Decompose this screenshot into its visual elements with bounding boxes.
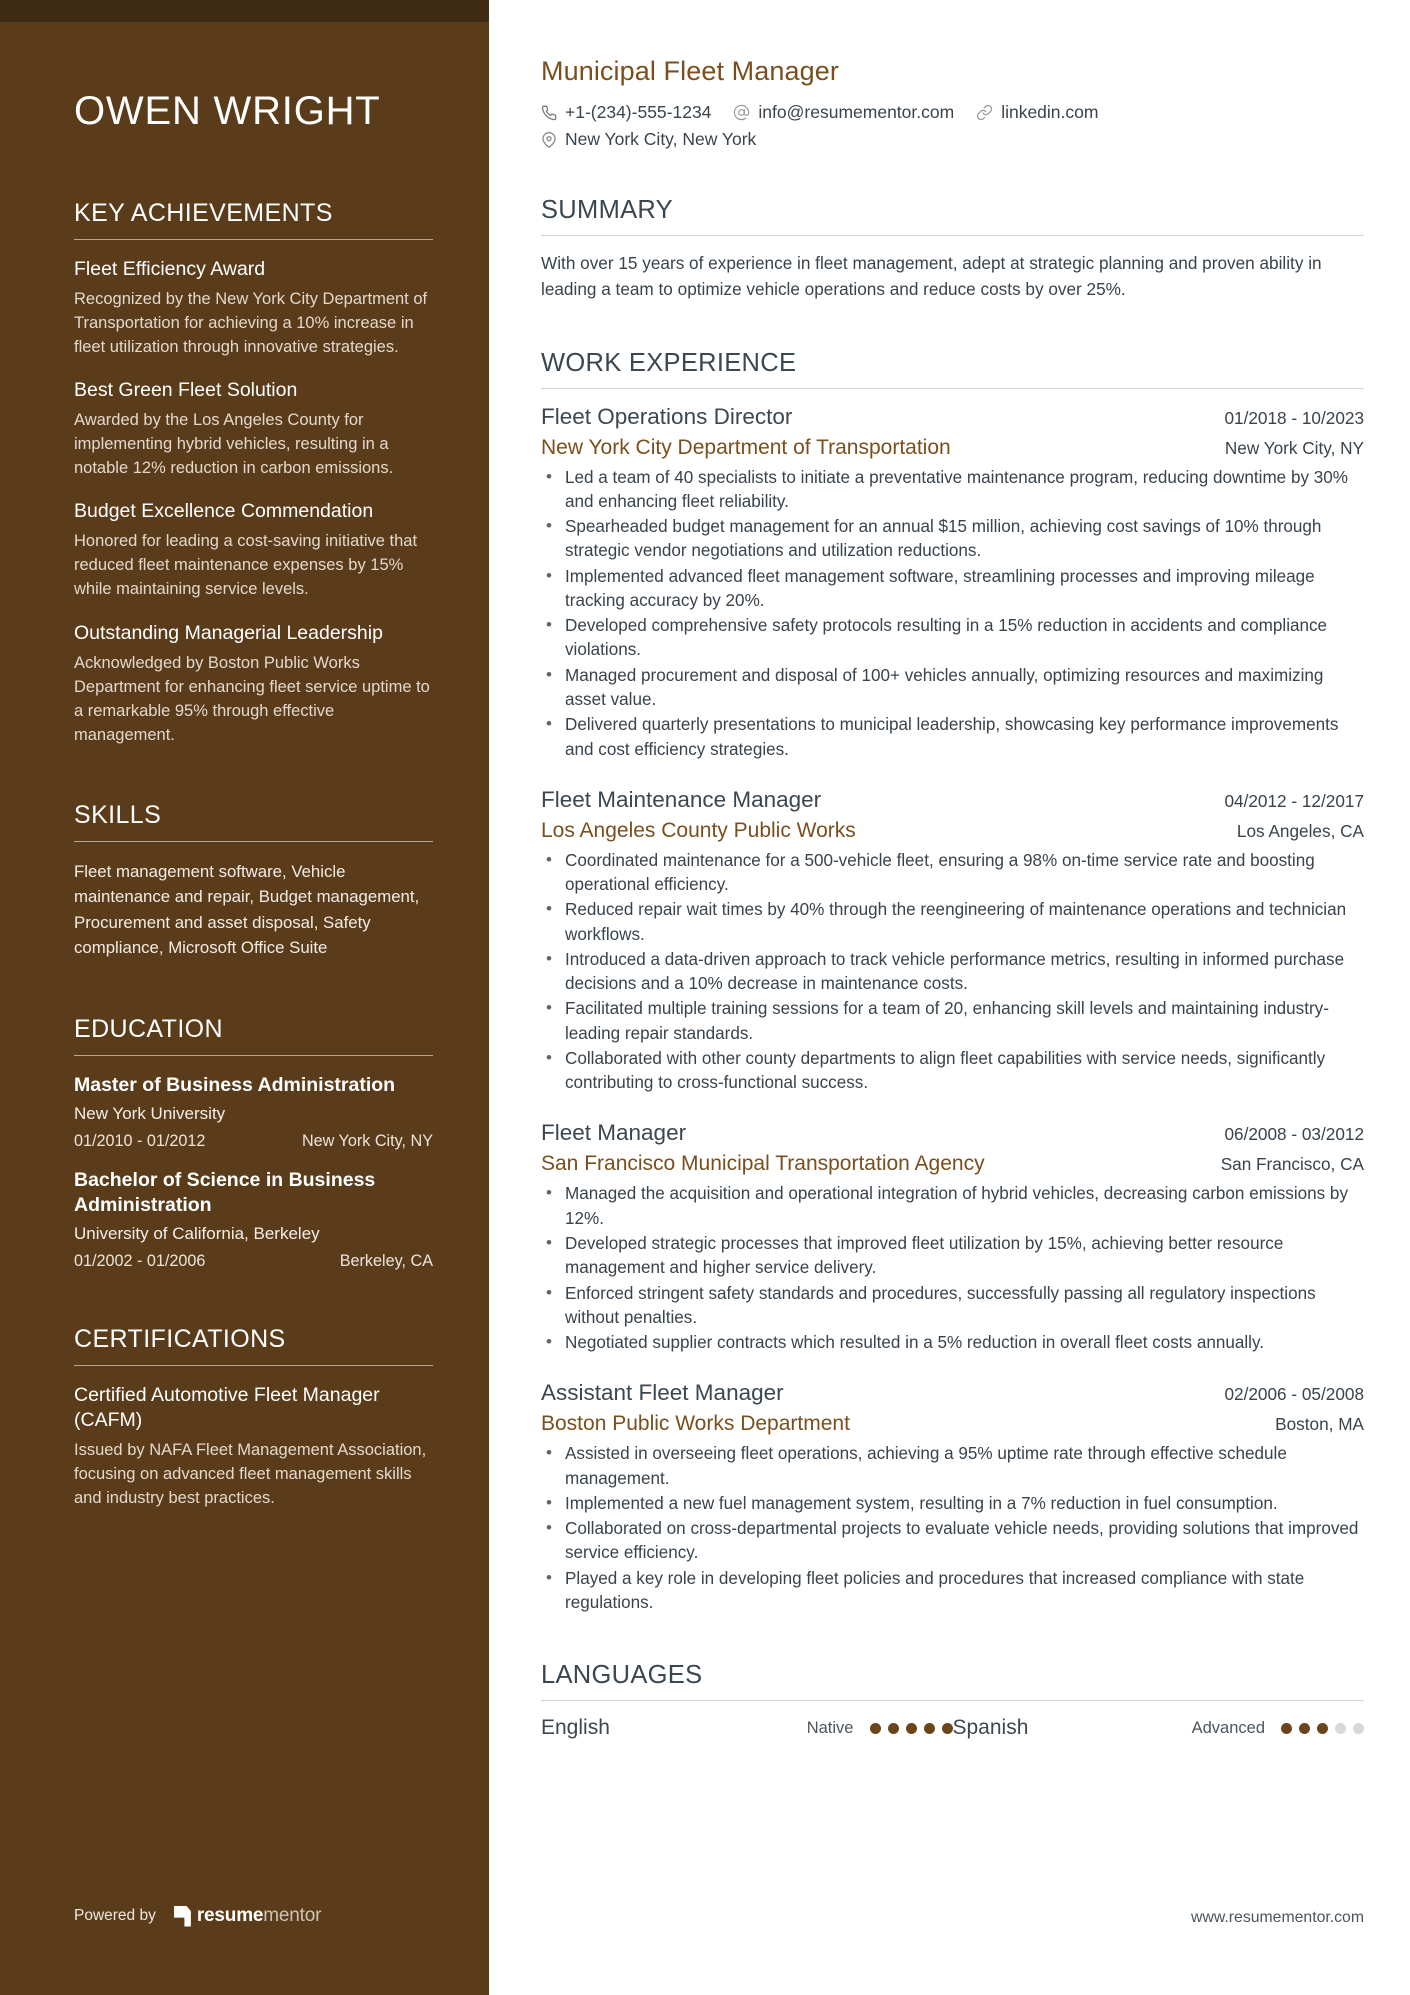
summary-text: With over 15 years of experience in fleet management, adept at strategic planning and proven ability in leading a team to optimize vehicle operations and reduce costs by over 25%.	[541, 253, 1322, 299]
resumementor-mark-icon	[174, 1906, 191, 1927]
resumementor-logo[interactable]	[174, 1905, 321, 1927]
education-degree: Master of Business Administration	[74, 1073, 396, 1096]
rating-dot-filled	[924, 1723, 935, 1734]
contact-link[interactable]	[976, 102, 1098, 123]
job-bullet: • Delivered quarterly presentations to municipal leadership, showcasing key performance improvements and cost efficiency strategies.	[541, 713, 1364, 762]
job-location: San Francisco, CA	[1220, 1154, 1364, 1175]
contact-location-text: New York City, New York	[565, 129, 757, 149]
key-achievements-heading: KEY ACHIEVEMENTS	[74, 199, 333, 227]
achievement-title: Best Green Fleet Solution	[74, 379, 298, 402]
education-meta	[74, 1132, 433, 1151]
divider	[541, 1700, 1364, 1701]
skills-heading: SKILLS	[74, 800, 162, 829]
section-education	[74, 1015, 433, 1271]
job-bullet: • Managed the acquisition and operational integration of hybrid vehicles, decreasing carbon emissions by 12%.	[541, 1182, 1364, 1231]
job-role: Assistant Fleet Manager	[541, 1380, 784, 1406]
education-location: Berkeley, CA	[339, 1252, 433, 1271]
job-bullet: • Assisted in overseeing fleet operations, achieving a 95% uptime rate through effective schedule management.	[541, 1442, 1364, 1491]
job-bullet: • Collaborated on cross-departmental projects to evaluate vehicle needs, providing solutions that improved service efficiency.	[541, 1517, 1364, 1566]
achievement-item	[74, 499, 433, 601]
job-bullet: • Enforced stringent safety standards and procedures, successfully passing all regulatory inspections without penalties.	[541, 1282, 1364, 1331]
language-level: Native	[806, 1718, 854, 1737]
key-achievements-list	[74, 257, 433, 747]
language-rating-dots	[870, 1723, 953, 1734]
job-bullet: • Reduced repair wait times by 40% through the reengineering of maintenance operations and technician workflows.	[541, 898, 1364, 947]
job-bullet: • Led a team of 40 specialists to initiate a preventative maintenance program, reducing downtime by 30% and enhancing fleet reliability.	[541, 466, 1364, 515]
job-bullet: • Developed comprehensive safety protocols resulting in a 15% reduction in accidents and compliance violations.	[541, 614, 1364, 663]
rating-dot-filled	[942, 1723, 953, 1734]
divider	[541, 235, 1364, 236]
candidate-name: OWEN WRIGHT	[74, 89, 381, 133]
job-header	[541, 1120, 1364, 1146]
language-item	[953, 1716, 1365, 1740]
achievement-description: Awarded by the Los Angeles County for implementing hybrid vehicles, resulting in a notable 12% reduction in carbon emissions.	[74, 411, 394, 478]
education-degree: Bachelor of Science in Business Administration	[74, 1169, 376, 1216]
contact-phone[interactable]	[541, 102, 711, 123]
divider	[74, 1365, 433, 1366]
job-location: Boston, MA	[1275, 1414, 1364, 1435]
link-icon	[976, 104, 993, 121]
section-skills	[74, 801, 433, 961]
contact-location	[541, 129, 756, 150]
rating-dot-filled	[1281, 1723, 1292, 1734]
headline-job-title: Municipal Fleet Manager	[541, 56, 839, 86]
education-dates: 01/2002 - 01/2006	[74, 1252, 206, 1271]
at-icon	[733, 104, 750, 121]
language-level: Advanced	[1191, 1718, 1265, 1737]
achievement-item	[74, 621, 433, 747]
contact-row-primary	[541, 102, 1364, 123]
languages-heading: LANGUAGES	[541, 1661, 703, 1690]
rating-dot-empty	[1353, 1723, 1364, 1734]
section-summary	[541, 196, 1364, 303]
job-bullet: • Negotiated supplier contracts which resulted in a 5% reduction in overall fleet costs annually.	[541, 1331, 1364, 1355]
job-bullet-list	[541, 1182, 1364, 1355]
education-school: New York University	[74, 1104, 226, 1124]
job-bullet-list	[541, 1442, 1364, 1615]
rating-dot-filled	[1299, 1723, 1310, 1734]
languages-list	[541, 1716, 1364, 1740]
rating-dot-filled	[870, 1723, 881, 1734]
rating-dot-filled	[888, 1723, 899, 1734]
job-dates: 06/2008 - 03/2012	[1224, 1124, 1364, 1145]
sidebar	[0, 0, 489, 1995]
rating-dot-filled	[1317, 1723, 1328, 1734]
contact-phone-text: +1-(234)-555-1234	[565, 102, 712, 122]
work-experience-item	[541, 1380, 1364, 1615]
education-location: New York City, NY	[301, 1132, 433, 1151]
rating-dot-filled	[906, 1723, 917, 1734]
work-experience-item	[541, 404, 1364, 762]
job-subheader	[541, 1412, 1364, 1436]
language-item	[541, 1716, 953, 1740]
job-header	[541, 787, 1364, 813]
section-key-achievements	[74, 199, 433, 747]
job-subheader	[541, 819, 1364, 843]
job-header	[541, 1380, 1364, 1406]
certification-title: Certified Automotive Fleet Manager (CAFM)	[74, 1384, 380, 1432]
job-bullet: • Managed procurement and disposal of 100+ vehicles annually, optimizing resources and maximizing asset value.	[541, 664, 1364, 713]
language-name: English	[541, 1716, 610, 1740]
footer-website-url: www.resumementor.com	[1191, 1909, 1364, 1926]
job-location: New York City, NY	[1224, 437, 1364, 458]
education-list	[74, 1073, 433, 1271]
education-school: University of California, Berkeley	[74, 1224, 320, 1244]
education-item	[74, 1073, 433, 1151]
job-dates: 04/2012 - 12/2017	[1224, 790, 1364, 811]
sidebar-top-accent-bar	[0, 0, 489, 22]
section-languages	[541, 1661, 1364, 1740]
rating-dot-empty	[1335, 1723, 1346, 1734]
achievement-item	[74, 257, 433, 359]
achievement-title: Budget Excellence Commendation	[74, 500, 374, 523]
job-role: Fleet Manager	[541, 1120, 687, 1146]
job-bullet-list	[541, 849, 1364, 1096]
job-bullet: • Spearheaded budget management for an annual $15 million, achieving cost savings of 10% through strategic vendor negotiations and utilization reductions.	[541, 515, 1364, 564]
powered-by-footer	[74, 1905, 321, 1927]
job-subheader	[541, 1152, 1364, 1176]
education-heading: EDUCATION	[74, 1014, 223, 1043]
contact-row-secondary	[541, 129, 1364, 150]
divider	[541, 388, 1364, 389]
job-organization: San Francisco Municipal Transportation Agency	[541, 1152, 985, 1176]
work-experience-item	[541, 787, 1364, 1096]
achievement-title: Fleet Efficiency Award	[74, 258, 266, 280]
contact-email-text: info@resumementor.com	[758, 102, 955, 122]
achievement-title: Outstanding Managerial Leadership	[74, 621, 383, 644]
job-dates: 02/2006 - 05/2008	[1224, 1384, 1364, 1405]
job-bullet: • Implemented advanced fleet management software, streamlining processes and improving mileage tracking accuracy by 20%.	[541, 565, 1364, 614]
education-dates: 01/2010 - 01/2012	[74, 1132, 206, 1151]
job-bullet: • Played a key role in developing fleet policies and procedures that increased compliance with state regulations.	[541, 1567, 1364, 1616]
education-meta	[74, 1252, 433, 1271]
summary-heading: SUMMARY	[541, 196, 673, 224]
job-organization: Los Angeles County Public Works	[541, 818, 856, 842]
section-certifications	[74, 1325, 433, 1510]
job-location: Los Angeles, CA	[1236, 820, 1364, 841]
language-name: Spanish	[952, 1716, 1029, 1740]
job-bullet-list	[541, 466, 1364, 762]
map-pin-icon	[541, 132, 557, 148]
achievement-description: Honored for leading a cost-saving initiative that reduced fleet maintenance expenses by 15% while maintaining service levels.	[74, 532, 418, 599]
work-experience-item	[541, 1120, 1364, 1355]
certifications-list	[74, 1383, 433, 1510]
certification-description: Issued by NAFA Fleet Management Association, focusing on advanced fleet management skills and industry best practices.	[74, 1440, 427, 1508]
job-bullet: • Collaborated with other county departments to align fleet capabilities with service needs, significantly contributing to cross-functional success.	[541, 1047, 1364, 1096]
language-rating-dots	[1281, 1723, 1364, 1734]
job-header	[541, 404, 1364, 430]
brand-name-bold: resume	[196, 1905, 264, 1926]
education-item	[74, 1168, 433, 1271]
main-content	[489, 0, 1410, 1995]
work-experience-list	[541, 404, 1364, 1616]
achievement-description: Acknowledged by Boston Public Works Department for enhancing fleet service uptime to a remarkable 95% through effective management.	[74, 653, 430, 744]
job-dates: 01/2018 - 10/2023	[1224, 407, 1364, 428]
job-subheader	[541, 436, 1364, 460]
job-organization: Boston Public Works Department	[541, 1412, 850, 1436]
divider	[74, 239, 433, 240]
powered-by-label: Powered by	[74, 1907, 156, 1924]
contact-email[interactable]	[733, 102, 954, 123]
work-experience-heading: WORK EXPERIENCE	[541, 348, 797, 377]
divider	[74, 1055, 433, 1056]
job-role: Fleet Operations Director	[541, 403, 793, 429]
job-organization: New York City Department of Transportation	[541, 435, 951, 459]
contact-link-text: linkedin.com	[1001, 102, 1099, 122]
divider	[74, 841, 433, 842]
achievement-description: Recognized by the New York City Department of Transportation for achieving a 10% increase in fleet utilization through innovative strategies.	[74, 289, 428, 357]
certifications-heading: CERTIFICATIONS	[74, 1325, 286, 1354]
job-bullet: • Introduced a data-driven approach to track vehicle performance metrics, resulting in informed purchase decisions and a 10% decrease in maintenance costs.	[541, 948, 1364, 997]
achievement-item	[74, 378, 433, 480]
brand-name-light: mentor	[263, 1905, 322, 1926]
job-bullet: • Coordinated maintenance for a 500-vehicle fleet, ensuring a 98% on-time service rate and boosting operational efficiency.	[541, 849, 1364, 898]
job-bullet: • Developed strategic processes that improved fleet utilization by 15%, achieving better resource management and higher service delivery.	[541, 1232, 1364, 1281]
certification-item	[74, 1383, 433, 1510]
job-bullet: • Implemented a new fuel management system, resulting in a 7% reduction in fuel consumption.	[541, 1492, 1364, 1516]
phone-icon	[541, 105, 557, 121]
skills-text: Fleet management software, Vehicle maintenance and repair, Budget management, Procurement and asset disposal, Safety compliance, Microsoft Office Suite	[74, 861, 420, 958]
job-bullet: • Facilitated multiple training sessions for a team of 20, enhancing skill levels and maintaining industry-leading repair standards.	[541, 997, 1364, 1046]
section-work-experience	[541, 349, 1364, 1616]
job-role: Fleet Maintenance Manager	[541, 786, 822, 812]
